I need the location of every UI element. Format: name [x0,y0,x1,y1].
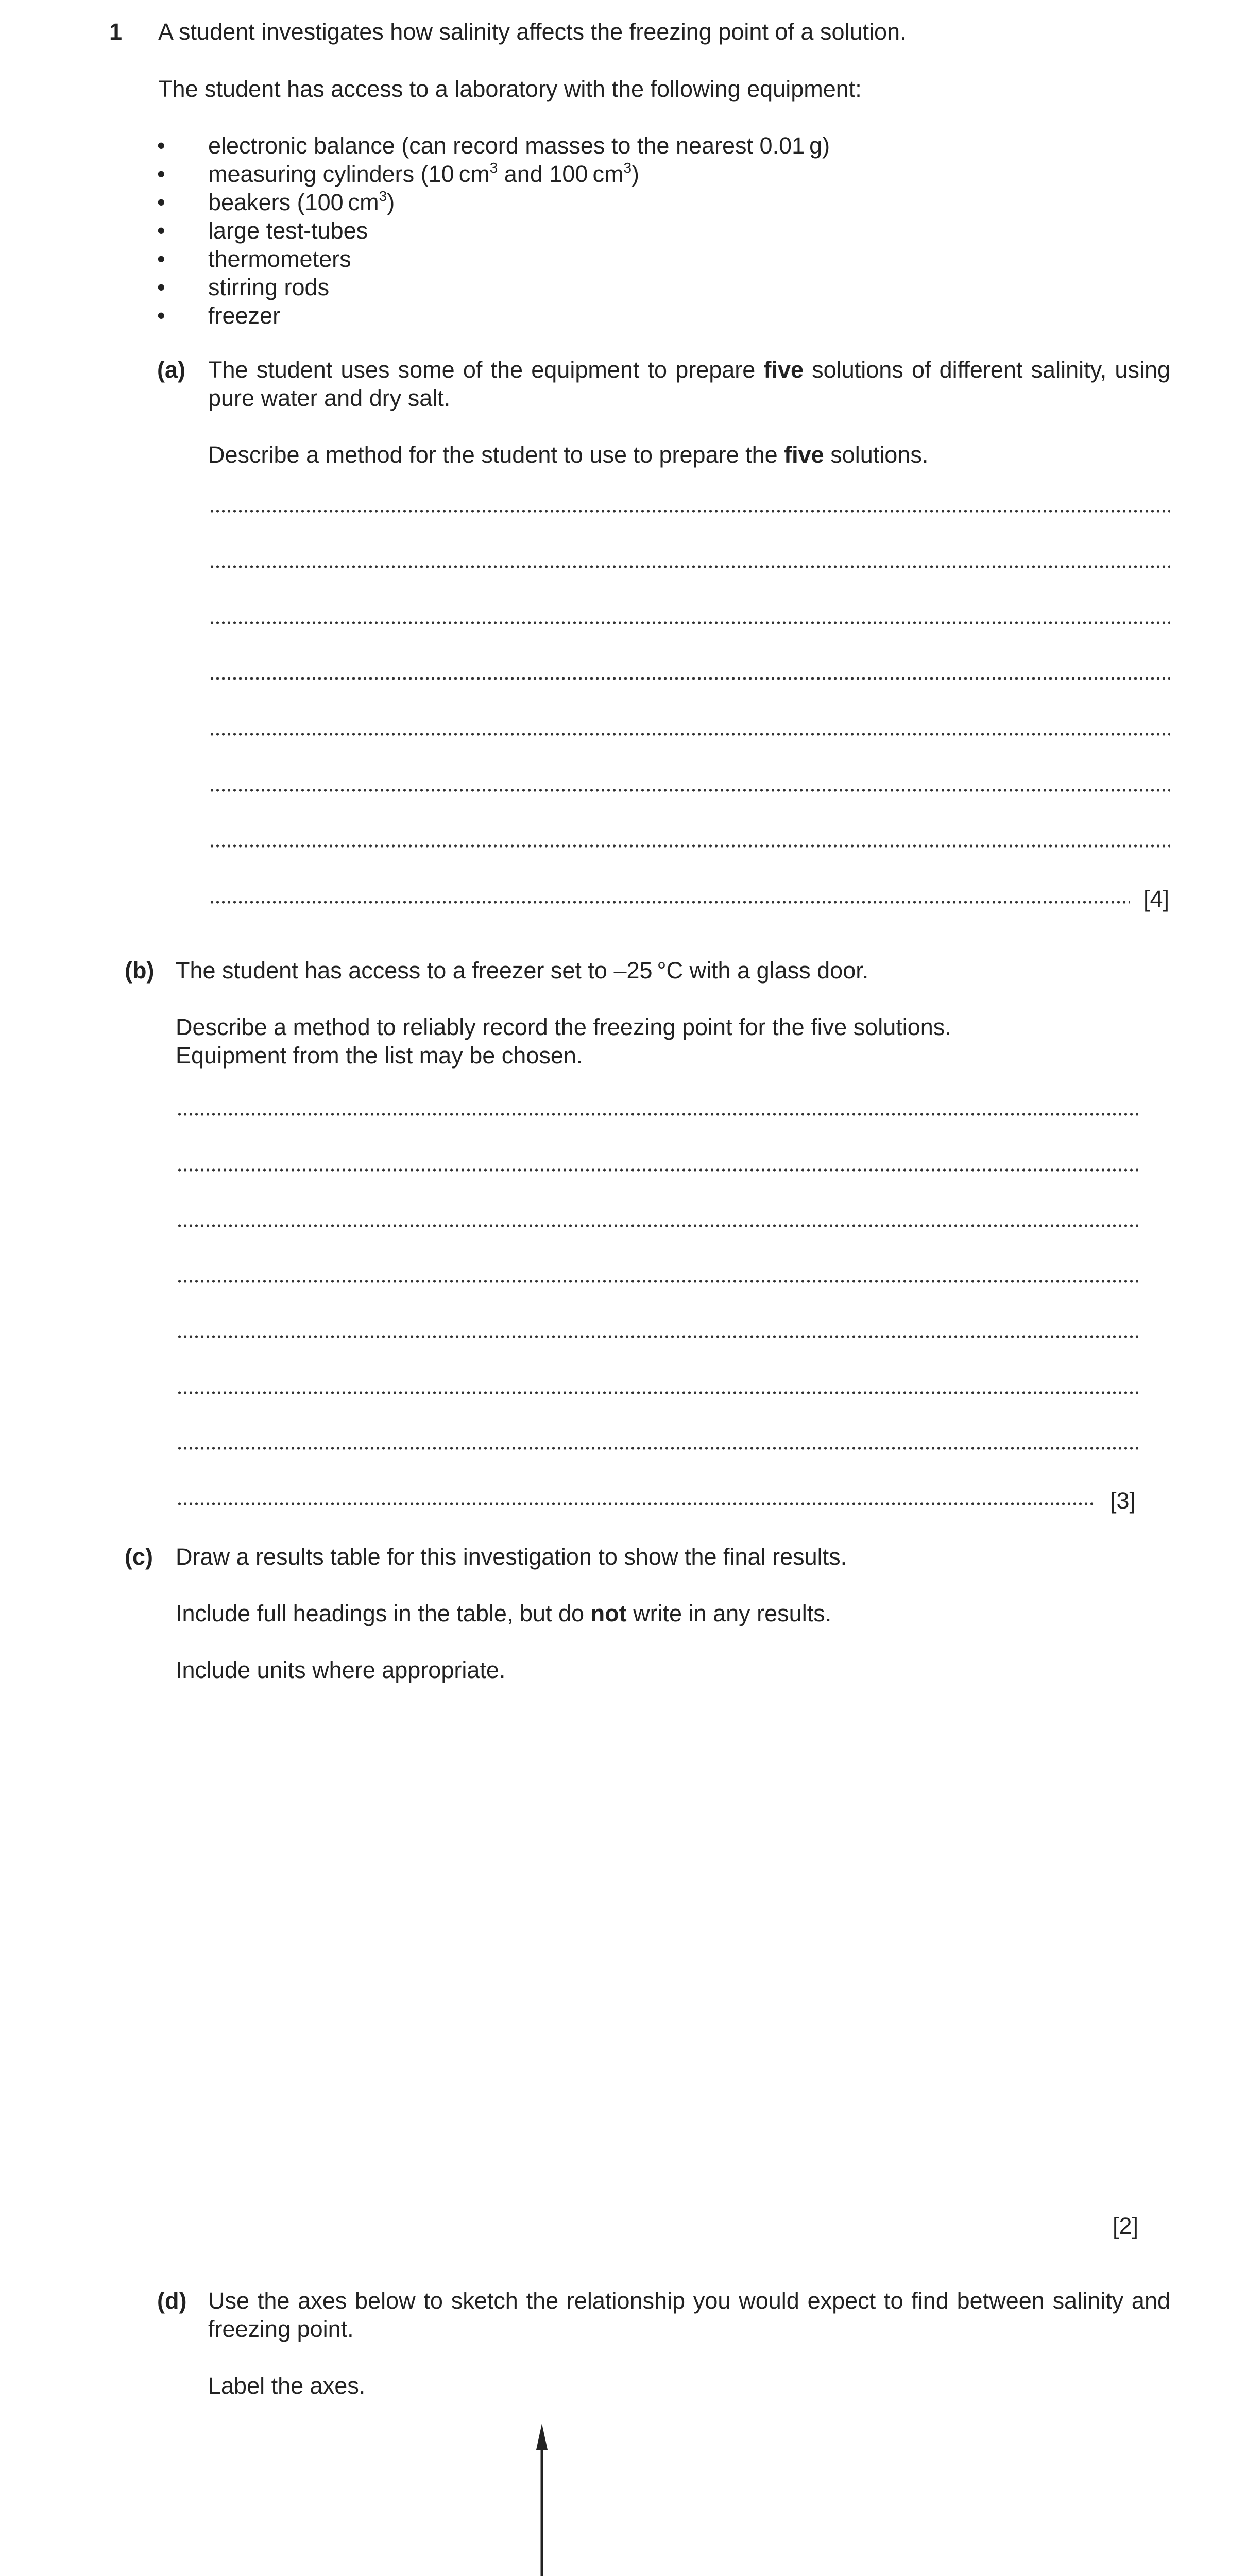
part-b-text: The student has access to a freezer set to –25 °C with a glass door. [176,957,869,984]
part-b-instruction: Describe a method to reliably record the freezing point for the five solutions. [176,1014,951,1040]
equipment-item-label: measuring cylinders (10 cm [208,161,490,187]
part-a-text: The student uses some of the equipment to prepare five solutions of different salinity, using pure water and dry salt. [208,357,1170,411]
equipment-item-label: ) [631,161,640,187]
equipment-item-label: stirring rods [208,274,330,300]
equipment-item-label: thermometers [208,246,351,272]
part-c-text: Draw a results table for this investigation to show the final results. [176,1544,847,1570]
equipment-item-label: large test-tubes [208,217,368,244]
bullet-icon: • [157,302,165,329]
equipment-intro: The student has access to a laboratory with the following equipment: [158,76,862,102]
part-d-text: Use the axes below to sketch the relationship you would expect to find between salinity and freezing point. [208,2287,1170,2342]
part-c-label: (c) [125,1544,153,1570]
marks-c: [2] [1113,2213,1139,2239]
bullet-icon: • [157,132,165,159]
part-c-instruction: Include units where appropriate. [176,1657,506,1683]
bullet-icon: • [157,246,165,272]
superscript: 3 [379,188,387,204]
part-c-instruction: Include full headings in the table, but do not write in any results. [176,1600,832,1626]
question-intro: A student investigates how salinity affects the freezing point of a solution. [158,19,907,45]
bullet-icon: • [157,189,165,215]
equipment-item-label: ) [387,189,395,215]
superscript: 3 [623,160,632,176]
bullet-icon: • [157,161,165,187]
part-b-instruction: Equipment from the list may be chosen. [176,1042,583,1069]
part-d-instruction: Label the axes. [208,2372,366,2399]
y-axis-arrow-icon [536,2424,548,2450]
part-b-label: (b) [125,957,155,984]
superscript: 3 [489,160,498,176]
marks-a: [4] [1143,886,1170,912]
question-number: 1 [109,19,123,45]
equipment-item-label: electronic balance (can record masses to the nearest 0.01 g) [208,132,830,159]
part-a-instruction: Describe a method for the student to use to prepare the five solutions. [208,442,929,468]
bullet-icon: • [157,274,165,300]
marks-b: [3] [1110,1487,1136,1514]
equipment-item-label: and 100 cm [498,161,624,187]
equipment-item-label: freezer [208,302,281,329]
equipment-item-label: beakers (100 cm [208,189,379,215]
part-a-label: (a) [157,357,185,383]
part-d-label: (d) [157,2287,187,2314]
bullet-icon: • [157,217,165,244]
